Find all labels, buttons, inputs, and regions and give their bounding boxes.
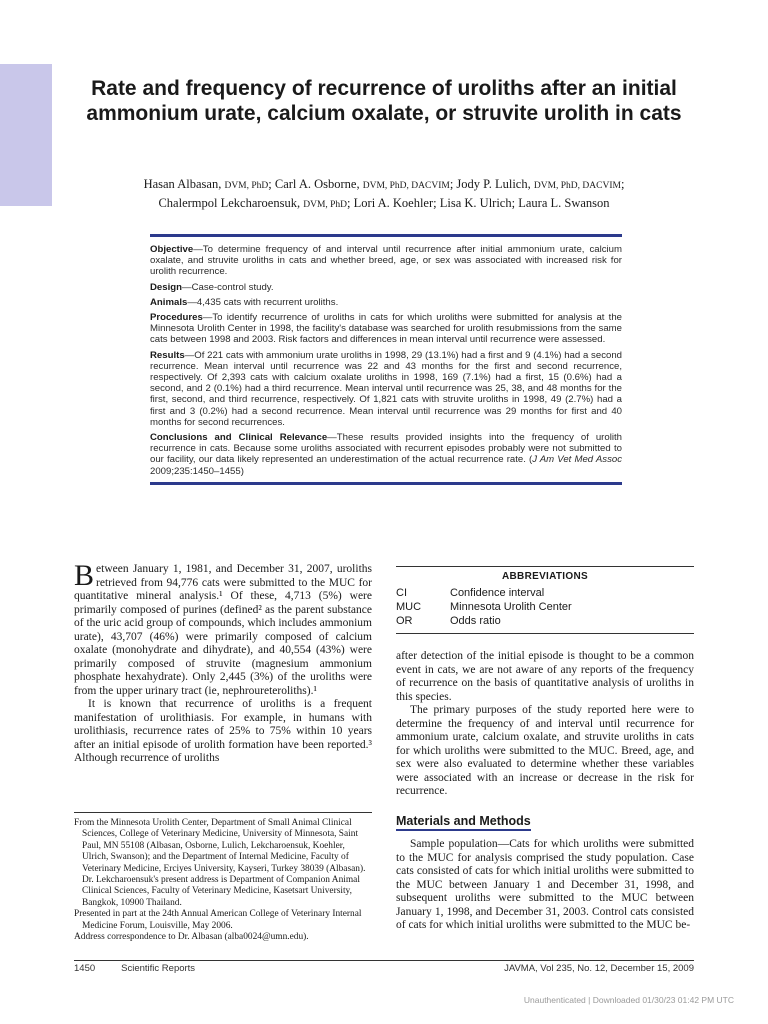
methods-heading: Materials and Methods <box>396 814 531 831</box>
right-paragraph-1: after detection of the initial episode is thought to be a common event in cats, we are not aware of any reports of the frequency of recurrence on the basis of quantitative analysis of uroliths in this species. <box>396 650 694 703</box>
footer-left <box>74 963 195 974</box>
conclusions-label: Conclusions and Clinical Relevance <box>150 432 328 444</box>
abstract-objective <box>150 244 622 278</box>
intro-column-continued <box>396 650 694 799</box>
author-name: Carl A. Osborne <box>274 177 357 191</box>
procedures-label: Procedures <box>150 312 203 324</box>
intro-text-1: etween January 1, 1981, and December 31, 2007, uroliths retrieved from 94,776 cats were submitted to the MUC for quantitative mineral analysis.¹ Of these, 4,713 (5%) were primarily composed of purines (defined² as the parent substance of the uric acid group of compounds, which includes ammonium urate), 43,707 (46%) were primarily composed of calcium oxalate (monohydrate and dihydrate), and 40,554 (43%) were primarily composed of struvite (magnesium ammonium phosphate hexahydrate). Only 2,445 (3%) of the uroliths were from the upper urinary tract (ie, nephroureteroliths).¹ <box>74 563 372 697</box>
right-paragraph-2: The primary purposes of the study reported here were to determine the frequency of and interval until recurrence for ammonium urate, calcium oxalate, and struvite uroliths in cats for which uroliths were submitted to the MUC. Breed, age, and sex were also evaluated to determine whether these variables were associated with an increase or decrease in the risk for recurrence. <box>396 704 694 797</box>
footnotes <box>74 818 372 943</box>
journal-citation: JAVMA, Vol 235, No. 12, December 15, 2009 <box>504 963 694 974</box>
objective-label: Objective <box>150 244 194 255</box>
abbreviation-code: OR <box>396 615 413 627</box>
methods-column <box>396 838 694 933</box>
conclusions-text: —These results provided insights into the frequency of urolith recurrence in cats. Because some uroliths associated with recurrent episodes probably were not submitted to our facility, our data likely represented an underestimation of the actual recurrence rate. ( <box>150 432 622 466</box>
section-name: Scientific Reports <box>121 963 196 974</box>
abbreviation-row <box>396 586 694 600</box>
abbreviation-row <box>396 614 694 628</box>
animals-text: —4,435 cats with recurrent uroliths. <box>187 296 339 308</box>
author-degrees: DVM, PhD, DACVIM <box>533 181 621 191</box>
author-list: Hasan Albasan, DVM, PhD; Carl A. Osborne, DVM, PhD, DACVIM; Jody P. Lulich, DVM, PhD, DACVIM; Chalermpol Lekcharoensuk, DVM, PhD; Lori A. Koehler; Lisa K. Ulrich; Laura L. Swanson <box>143 177 625 210</box>
page-number: 1450 <box>74 963 96 974</box>
intro-paragraph-2: It is known that recurrence of uroliths is a frequent manifestation of urolithiasis. For example, in humans with urolithiasis, recurrence rates of 25% to 75% within 10 years after an initial episode of urolith formation have been reported.³ Although recurrence of uroliths <box>74 698 372 764</box>
citation-journal: J Am Vet Med Assoc <box>532 454 623 466</box>
abbreviation-code: MUC <box>396 601 422 613</box>
abstract-procedures <box>150 312 622 346</box>
download-note: Unauthenticated | Downloaded 01/30/23 01:42 PM UTC <box>523 995 734 1005</box>
results-text: —Of 221 cats with ammonium urate uroliths in 1998, 29 (13.1%) had a first and 9 (4.1%) had a second recurrence. Mean interval until recurrence was 22 and 43 months for the first and second recurrence, respectively. Of 2,393 cats with calcium oxalate uroliths in 1998, 169 (7.1%) had a first, 15 (0.6%) had a second, and 2 (0.1%) had a third recurrence. Mean interval until recurrence was 25, 38, and 48 months for the first, second, and third recurrence, respectively. Of 1,821 cats with struvite uroliths in 1998, 49 (2.7%) had a first and 3 (0.2%) had a second recurrence. Mean interval until recurrence was 29 months for first and 40 months for second recurrences. <box>150 349 622 428</box>
author-name: Hasan Albasan <box>143 177 219 191</box>
abbreviation-row <box>396 600 694 614</box>
page-footer <box>74 963 694 974</box>
abstract-design <box>150 282 622 293</box>
abstract-animals <box>150 297 622 308</box>
design-label: Design <box>150 281 182 293</box>
drop-cap: B <box>74 559 95 592</box>
abstract-box <box>150 234 622 485</box>
side-color-tab <box>0 64 52 206</box>
abstract-conclusions <box>150 432 622 477</box>
author-degrees: DVM, PhD <box>303 200 348 210</box>
results-label: Results <box>150 349 185 361</box>
footnote-divider <box>74 812 372 813</box>
abbreviations-box <box>396 566 694 634</box>
animals-label: Animals <box>150 296 188 308</box>
author-name: Lisa K. Ulrich <box>439 196 512 210</box>
abbreviation-meaning: Minnesota Urolith Center <box>450 601 572 613</box>
procedures-text: —To identify recurrence of uroliths in cats for which uroliths were submitted for analysis at the Minnesota Urolith Center in 1998, the facility's database was searched for urolith resubmissions from the same cats between 1998 and 2003. Risk factors and differences in mean interval until recurrence were assessed. <box>150 312 622 346</box>
author-name: Jody P. Lulich <box>456 177 528 191</box>
design-text: —Case-control study. <box>182 281 274 293</box>
abbreviation-meaning: Odds ratio <box>450 615 501 627</box>
article-title: Rate and frequency of recurrence of uroliths after an initial ammonium urate, calcium oxalate, or struvite urolith in cats <box>86 77 682 125</box>
author-degrees: DVM, PhD <box>224 181 269 191</box>
author-degrees: DVM, PhD, DACVIM <box>362 181 450 191</box>
abbreviations-title: ABBREVIATIONS <box>502 571 588 582</box>
footnote-correspondence: Address correspondence to Dr. Albasan (alba0024@umn.edu). <box>74 932 309 943</box>
footnote-affiliation: From the Minnesota Urolith Center, Department of Small Animal Clinical Sciences, College of Veterinary Medicine, University of Minnesota, Saint Paul, MN 55108 (Albasan, Osborne, Lulich, Lekcharoensuk, Koehler, Ulrich, Swanson); and the Department of Internal Medicine, Faculty of Veterinary Medicine, Erciyes University, Kayseri, Turkey 38039 (Albasan). Dr. Lekcharoensuk's present address is Department of Companion Animal Clinical Sciences, Faculty of Veterinary Medicine, Kasetsart University, Bangkok, 10900 Thailand. <box>74 818 366 908</box>
abbreviation-meaning: Confidence interval <box>450 587 545 599</box>
abstract-results <box>150 350 622 428</box>
abbreviation-code: CI <box>396 587 407 599</box>
author-name: Chalermpol Lekcharoensuk <box>158 196 297 210</box>
footer-divider <box>74 960 694 961</box>
author-name: Laura L. Swanson <box>518 196 610 210</box>
intro-column <box>74 559 372 766</box>
citation-rest: 2009;235:1450–1455) <box>150 465 244 477</box>
runin-heading: Sample population <box>410 838 498 850</box>
footnote-presented: Presented in part at the 24th Annual American College of Veterinary Internal Medicine Forum, Louisville, May 2006. <box>74 909 362 931</box>
methods-paragraph <box>396 838 694 933</box>
author-name: Lori A. Koehler <box>353 196 434 210</box>
intro-paragraph-1 <box>74 559 372 698</box>
methods-text: —Cats for which uroliths were submitted to the MUC for analysis comprised the study population. Case cats consisted of cats for which initial uroliths were submitted to the MUC between January 1 and December 31, 1998, and subsequent uroliths were submitted to the MUC between January 1, 1998, and December 31, 2003. Control cats consisted of cats for which initial uroliths were submitted to the MUC be- <box>396 838 694 931</box>
objective-text: —To determine frequency of and interval until recurrence after initial ammonium urate, calcium oxalate, and struvite uroliths in cats and whether breed, age, or sex was associated with increased risk for urolith recurrence. <box>150 244 622 278</box>
